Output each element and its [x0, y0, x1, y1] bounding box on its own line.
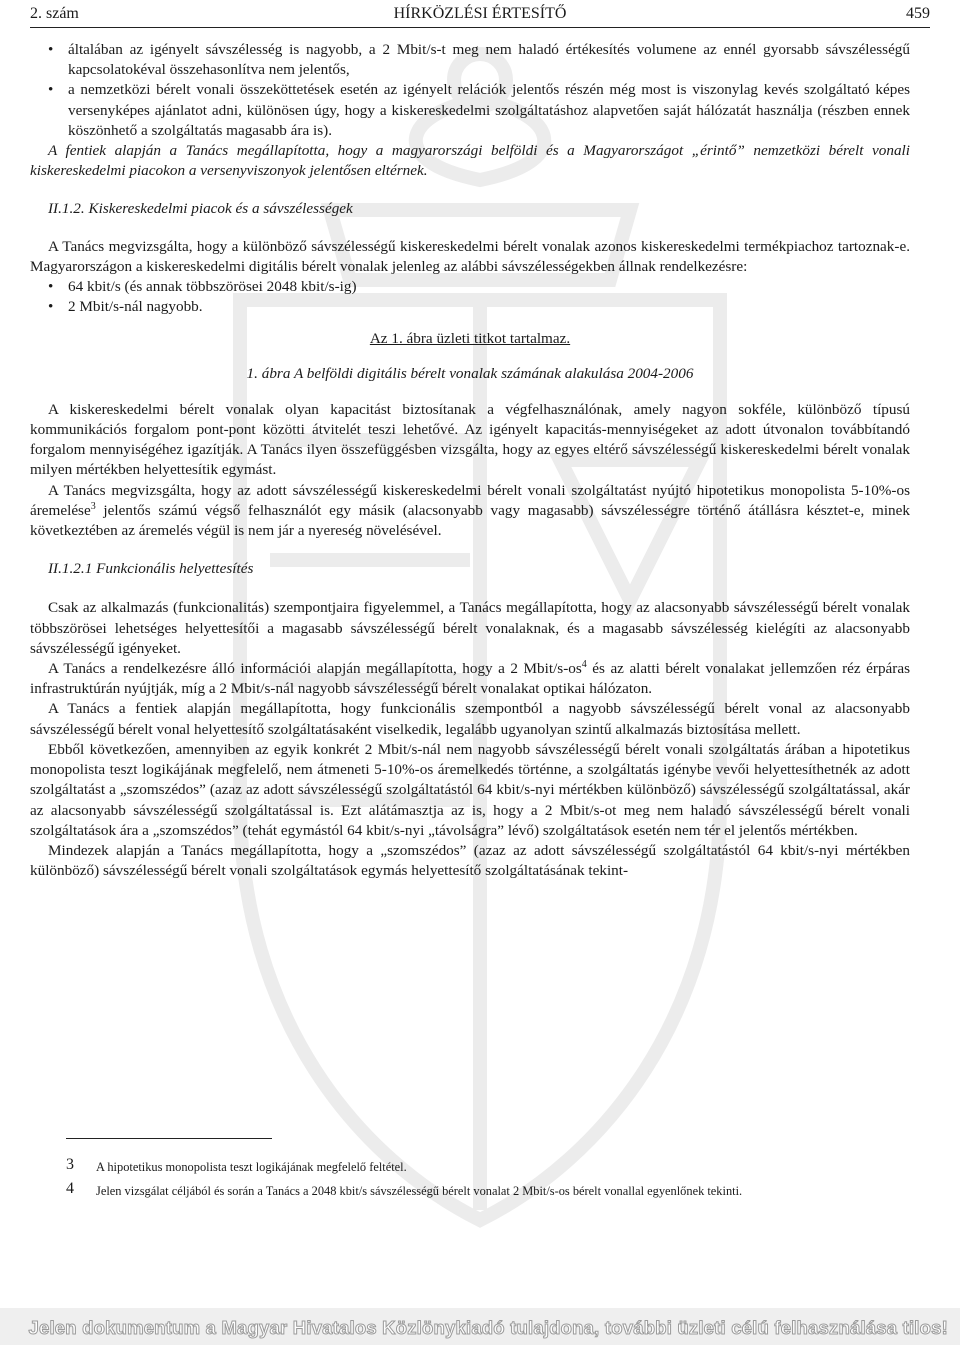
page-number: 459	[906, 5, 930, 22]
footnote-number: 3	[66, 1156, 74, 1173]
paragraph: A Tanács megvizsgálta, hogy a különböző sávszélességű kiskereskedelmi bérelt vonalak azonos kiskereskedelmi termékpiachoz tartoznak-e. Magyarországon a kiskereskedelmi digitális bérelt vonalak jelenleg az alábbi sávszélességekben állnak rendelkezésre:	[30, 237, 910, 275]
section-heading-1: II.1.2. Kiskereskedelmi piacok és a sávszélességek	[48, 200, 353, 218]
figure-caption: 1. ábra A belföldi digitális bérelt vonalak számának alakulása 2004-2006	[246, 364, 694, 382]
section-heading-2: II.1.2.1 Funkcionális helyettesítés	[48, 560, 254, 578]
list-item: • 2 Mbit/s-nál nagyobb.	[30, 297, 910, 317]
conclusion-paragraph: A fentiek alapján a Tanács megállapította, hogy a magyarországi belföldi és a Magyarországot „érintő” nemzetközi bérelt vonali kiskereskedelmi piacokon a versenyviszonyok jelentősen eltérnek.	[30, 142, 910, 180]
bullet-icon: •	[48, 41, 54, 58]
paragraph: A Tanács a fentiek alapján megállapította, hogy funkcionális szempontból a nagyobb sávszélességű bérelt vonal az alacsonyabb sávszélességű bérelt vonal helyettesítő szolgáltatásaként viselkedik, legalább ugyanolyan szintű alkalmazás biztosítása mellett.	[30, 700, 910, 738]
ownership-footer	[0, 1308, 960, 1345]
bullet-icon: •	[48, 278, 54, 296]
footnote	[66, 1182, 926, 1200]
paragraph: Mindezek alapján a Tanács megállapította, hogy a „szomszédos” (azaz az adott sávszélességű szolgáltatástól 64 kbit/s-nyi mértékben különböző) sávszélességű bérelt vonali szolgáltatások egymás helyettesítő szolgáltatásának tekint-	[30, 841, 910, 880]
footnote-ref: 3	[90, 500, 96, 512]
footnote-ref: 4	[581, 659, 587, 671]
page-header	[30, 0, 930, 28]
paragraph: Csak az alkalmazás (funkcionalitás) szempontjaira figyelemmel, a Tanács megállapította, hogy az alacsonyabb sávszélességű bérelt vonalak többszörösei lehetséges helyettesítői a magasabb sávszélességű bérelt vonalaknak, és a magasabb sávszélesség kielégíti az alacsonyabb sávszélességű igényeket.	[30, 599, 910, 657]
footnote-text: Jelen vizsgálat céljából és során a Tanács a 2048 kbit/s sávszélességű bérelt vonalat 2 Mbit/s-os bérelt vonallal egyenlőnek tekinti.	[96, 1184, 743, 1198]
paragraph: A Tanács a rendelkezésre álló információi alapján megállapította, hogy a 2 Mbit/$s-os^4$ és az alatti bérelt vonalakat jellemzően réz érpáras infrastruktúrán nyújtják, míg a 2 Mbit/s-nál nagyobb sávszélességű bérelt vonalakat optikai hálózaton.	[30, 659, 910, 698]
footnote-divider	[66, 1138, 272, 1139]
trade-secret-note: Az 1. ábra üzleti titkot tartalmaz.	[369, 330, 571, 348]
journal-title: HÍRKÖZLÉSI ÉRTESÍTŐ	[393, 5, 567, 22]
footnotes	[66, 1158, 926, 1206]
bullet-icon: •	[48, 81, 54, 99]
list-item: • általában az igényelt sávszélesség is nagyobb, a 2 Mbit/s-t meg nem haladó értékesítés volumene az ennél gyorsabb sávszélességű kapcsolatokéval összehasonlítva nem jelentős,	[48, 41, 910, 79]
list-item: • a nemzetközi bérelt vonali összeköttetések esetén az igényelt relációk jelentős részén még most is viszonylag kevés szolgáltató képes versenyképes ajánlatot adni, különösen úgy, hogy a kiskereskedelmi szolgáltatáshoz alapvetően saját hálózatát használja (részben ennek köszönhető a szolgáltatás magasabb ára is).	[48, 81, 910, 139]
bullet-list-top	[30, 40, 910, 141]
ownership-notice: Jelen dokumentum a Magyar Hivatalos Közlönykiadó tulajdona, további üzleti célú felhasználása tilos!	[28, 1317, 948, 1338]
bullet-icon: •	[48, 298, 54, 316]
paragraph: A kiskereskedelmi bérelt vonalak olyan kapacitást biztosítanak a végfelhasználónak, amely nagyon sokféle, különböző típusú kommunikációs forgalom pont-pont közötti átvitelét teszi lehetővé. Az igényelt kapacitás-mennyiségeket az adott útvonalon továbbítandó forgalom mennyiségéhez igazítják. A Tanács ilyen összefüggésben vizsgálta, hogy az egyes eltérő sávszélességű kiskereskedelmi bérelt vonalak milyen mértékben helyettesítik egymást.	[30, 400, 910, 479]
bandwidth-list	[30, 277, 910, 317]
issue-number: 2. szám	[30, 5, 79, 22]
footnote	[66, 1158, 926, 1176]
footnote-number: 4	[66, 1180, 74, 1197]
page-body	[30, 40, 910, 881]
list-item: • 64 kbit/s (és annak többszörösei 2048 kbit/s-ig)	[30, 277, 910, 297]
paragraph: A Tanács megvizsgálta, hogy az adott sávszélességű kiskereskedelmi bérelt vonali szolgáltatást nyújtó hipotetikus monopolista 5-10%-os áremelése$^3$ jelentős számú végső felhasználót egy másik (alacsonyabb vagy magasabb) sávszélességre történő átállásra késztet-e, minek következtében az áremelés végül is nem jár a nyereség növelésével.	[30, 481, 910, 540]
paragraph: Ebből következően, amennyiben az egyik konkrét 2 Mbit/s-nál nem nagyobb sávszélességű bérelt vonali szolgáltatás árában a hipotetikus monopolista teszt logikájának megfelelő, nem átmeneti 5-10%-os áremelkedés történne, a szolgáltatás igénybe vevői helyettesíthetnék az adott szolgáltatást a „szomszédos” (azaz az adott sávszélességű szolgáltatástól 64 kbit/s-nyi mértékben különböző) sávszélességű szolgáltatással, akár az alacsonyabb sávszélességű szolgáltatással is. Ezt alátámasztja az is, hogy a 2 Mbit/s-ot meg nem haladó sávszélességű bérelt vonali szolgáltatások ára a „szomszédos” (tehát egymástól 64 kbit/s-nyi „távolságra” lévő) szolgáltatások esetén nem tér el jelentős mértékben.	[30, 740, 910, 839]
footnote-text: A hipotetikus monopolista teszt logikájának megfelelő feltétel.	[96, 1160, 407, 1174]
